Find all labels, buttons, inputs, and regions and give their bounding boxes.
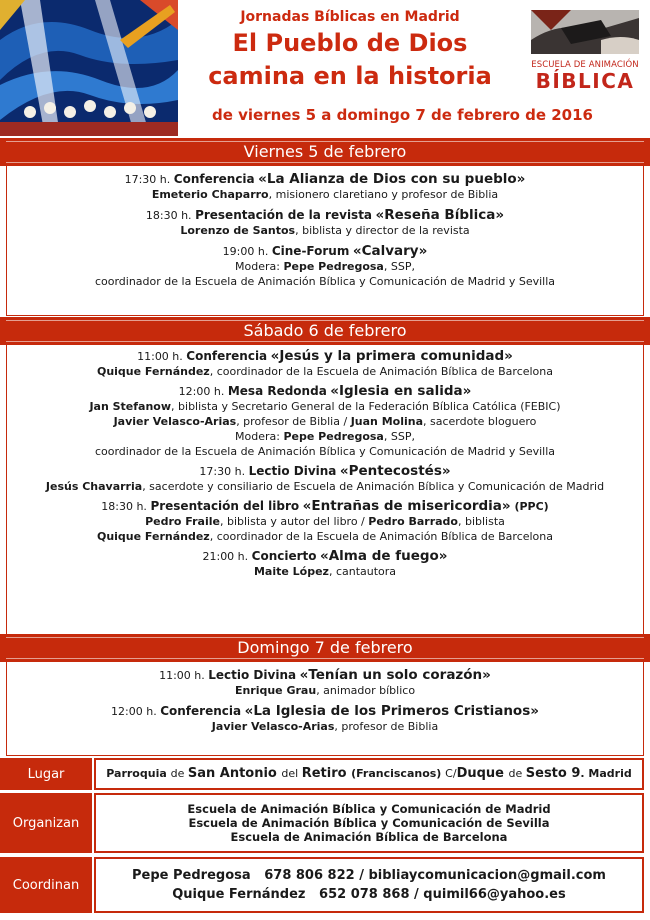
event-detail-line xyxy=(7,259,643,274)
event-heading xyxy=(7,549,643,564)
venue-text: C/ xyxy=(445,767,457,780)
event-heading xyxy=(7,208,643,223)
day-section-saturday xyxy=(6,345,644,635)
organizers-row xyxy=(0,793,650,853)
event-time: 12:00 h. xyxy=(178,385,225,398)
detail-text: Modera: xyxy=(235,430,284,443)
event-title: «La Alianza de Dios con su pueblo» xyxy=(258,171,526,187)
coordinators-list xyxy=(94,857,644,913)
schedule-event xyxy=(7,208,643,238)
venue-text: (Franciscanos) xyxy=(351,767,446,780)
event-heading xyxy=(7,384,643,399)
event-time: 11:00 h. xyxy=(137,350,183,363)
detail-text: , SSP, xyxy=(383,430,415,443)
organizer-item: Escuela de Animación Bíblica y Comunicación de Madrid xyxy=(187,802,551,816)
person-name: Quique Fernández xyxy=(96,365,210,378)
event-heading xyxy=(7,464,643,479)
venue-text: . Madrid xyxy=(580,767,632,780)
detail-text: , coordinador de la Escuela de Animación Bíblica de Barcelona xyxy=(209,530,554,543)
day-section-sunday xyxy=(6,662,644,756)
venue-text: San Antonio xyxy=(187,766,282,781)
event-heading xyxy=(7,172,643,187)
schedule-event xyxy=(7,549,643,579)
event-title: «Calvary» xyxy=(352,243,428,259)
detail-text: , animador bíblico xyxy=(316,684,416,697)
organizers-list xyxy=(94,793,644,853)
person-name: Lorenzo de Santos xyxy=(180,224,296,237)
day-header-saturday: Sábado 6 de febrero xyxy=(0,317,650,345)
detail-text: , misionero claretiano y profesor de Biblia xyxy=(268,188,499,201)
event-type: Lectio Divina xyxy=(248,464,337,478)
person-name: Juan Molina xyxy=(350,415,423,428)
person-name: Emeterio Chaparro xyxy=(151,188,269,201)
event-time: 11:00 h. xyxy=(159,669,205,682)
day-header-friday: Viernes 5 de febrero xyxy=(0,138,650,166)
venue-text: Duque xyxy=(456,766,509,781)
event-title: «Alma de fuego» xyxy=(320,548,448,564)
detail-text: , profesor de Biblia xyxy=(334,720,439,733)
person-name: Maite López xyxy=(253,565,329,578)
detail-text: , profesor de Biblia / xyxy=(236,415,351,428)
event-time: 21:00 h. xyxy=(202,550,249,563)
schedule-event xyxy=(7,704,643,734)
event-type: Conferencia xyxy=(160,704,242,718)
detail-text: coordinador de la Escuela de Animación Bíblica y Comunicación de Madrid y Sevilla xyxy=(94,445,556,458)
person-name: Quique Fernández xyxy=(96,530,210,543)
event-detail-line xyxy=(7,514,643,529)
organizer-item: Escuela de Animación Bíblica de Barcelona xyxy=(230,830,508,844)
event-heading xyxy=(7,499,643,514)
person-name: Javier Velasco-Arias xyxy=(113,415,237,428)
venue-label: Lugar xyxy=(0,758,92,790)
header xyxy=(0,0,650,136)
detail-text: , cantautora xyxy=(328,565,397,578)
schedule-event xyxy=(7,384,643,459)
logo-text-big: BÍBLICA xyxy=(535,69,635,93)
person-name: Jan Stefanow xyxy=(89,400,172,413)
detail-text: coordinador de la Escuela de Animación Bíblica y Comunicación de Madrid y Sevilla xyxy=(94,275,556,288)
event-type: Conferencia xyxy=(186,349,268,363)
person-name: Jesús Chavarria xyxy=(45,480,143,493)
event-detail-line xyxy=(7,444,643,459)
event-detail-line xyxy=(7,364,643,379)
event-heading xyxy=(7,704,643,719)
stained-glass-image xyxy=(0,0,178,136)
logo-hands-bible-icon xyxy=(531,10,639,54)
event-time: 18:30 h. xyxy=(145,209,192,222)
detail-text: , biblista y autor del libro / xyxy=(219,515,369,528)
day-section-friday xyxy=(6,166,644,316)
event-title: «Entrañas de misericordia» xyxy=(302,498,511,514)
event-heading xyxy=(7,244,643,259)
detail-text: , biblista y director de la revista xyxy=(295,224,470,237)
event-detail-line xyxy=(7,274,643,289)
event-detail-line xyxy=(7,529,643,544)
event-type: Cine-Forum xyxy=(271,244,350,258)
detail-text: , sacerdote bloguero xyxy=(423,415,537,428)
event-title: «La Iglesia de los Primeros Cristianos» xyxy=(244,703,539,719)
person-name: Pepe Pedregosa xyxy=(283,430,384,443)
event-title: «Reseña Bíblica» xyxy=(375,207,505,223)
event-time: 18:30 h. xyxy=(101,500,147,513)
person-name: Javier Velasco-Arias xyxy=(211,720,335,733)
event-time: 17:30 h. xyxy=(124,173,171,186)
organizers-label: Organizan xyxy=(0,793,92,853)
coordinators-label: Coordinan xyxy=(0,857,92,913)
venue-row xyxy=(0,758,650,790)
day-header-sunday: Domingo 7 de febrero xyxy=(0,634,650,662)
schedule-event xyxy=(7,349,643,379)
venue-text: del xyxy=(281,767,302,780)
venue-text: Parroquia xyxy=(106,767,171,780)
event-detail-line xyxy=(7,399,643,414)
person-name: Pedro Fraile xyxy=(145,515,220,528)
event-detail-line xyxy=(7,429,643,444)
event-publisher: (PPC) xyxy=(510,500,549,513)
event-detail-line xyxy=(7,187,643,202)
detail-text: , sacerdote y consiliario de Escuela de Animación Bíblica y Comunicación de Madrid xyxy=(142,480,605,493)
detail-text: , biblista xyxy=(457,515,505,528)
event-detail-line xyxy=(7,414,643,429)
main-title-line-1: El Pueblo de Dios xyxy=(232,29,468,57)
event-time: 17:30 h. xyxy=(199,465,246,478)
person-name: Pedro Barrado xyxy=(368,515,458,528)
person-name: Pepe Pedregosa xyxy=(283,260,384,273)
event-heading xyxy=(7,349,643,364)
event-time: 12:00 h. xyxy=(111,705,157,718)
coordinators-row xyxy=(0,857,650,913)
coordinator-contact: Pepe Pedregosa 678 806 822 / bibliaycomunicacion@gmail.com xyxy=(132,868,606,883)
schedule-event xyxy=(7,668,643,698)
event-detail-line xyxy=(7,479,643,494)
person-name: Enrique Grau xyxy=(234,684,317,697)
organizer-item: Escuela de Animación Bíblica y Comunicación de Sevilla xyxy=(188,816,550,830)
title-block xyxy=(180,0,520,91)
detail-text: , coordinador de la Escuela de Animación Bíblica de Barcelona xyxy=(209,365,554,378)
event-type: Presentación de la revista xyxy=(195,208,373,222)
event-heading xyxy=(7,668,643,683)
schedule-event xyxy=(7,464,643,494)
main-title-line-2: camina en la historia xyxy=(208,62,492,90)
venue-address xyxy=(94,758,644,790)
detail-text: , SSP, xyxy=(383,260,415,273)
logo-text-small: ESCUELA DE ANIMACIÓN xyxy=(531,60,639,70)
logo xyxy=(527,10,643,96)
event-detail-line xyxy=(7,719,643,734)
event-type: Conferencia xyxy=(173,172,255,186)
coordinator-contact: Quique Fernández 652 078 868 / quimil66@yahoo.es xyxy=(172,887,566,902)
event-title: «Pentecostés» xyxy=(339,463,451,479)
event-detail-line xyxy=(7,564,643,579)
venue-text: de xyxy=(508,767,526,780)
schedule-event xyxy=(7,172,643,202)
event-title: «Tenían un solo corazón» xyxy=(299,667,491,683)
event-title: «Iglesia en salida» xyxy=(330,383,472,399)
detail-text: Modera: xyxy=(235,260,284,273)
schedule-event xyxy=(7,244,643,289)
event-time: 19:00 h. xyxy=(222,245,269,258)
event-type: Mesa Redonda xyxy=(227,384,327,398)
event-type: Lectio Divina xyxy=(208,668,297,682)
schedule-event xyxy=(7,499,643,544)
detail-text: , biblista y Secretario General de la Federación Bíblica Católica (FEBIC) xyxy=(171,400,561,413)
event-type: Presentación del libro xyxy=(150,499,300,513)
super-title: Jornadas Bíblicas en Madrid xyxy=(240,9,460,25)
event-title: «Jesús y la primera comunidad» xyxy=(270,348,513,364)
venue-text: Retiro xyxy=(301,766,352,781)
event-detail-line xyxy=(7,683,643,698)
event-type: Concierto xyxy=(251,549,317,563)
event-detail-line xyxy=(7,223,643,238)
event-dates: de viernes 5 a domingo 7 de febrero de 2016 xyxy=(212,106,593,124)
venue-text: de xyxy=(170,767,188,780)
venue-text: Sesto 9 xyxy=(525,766,581,781)
